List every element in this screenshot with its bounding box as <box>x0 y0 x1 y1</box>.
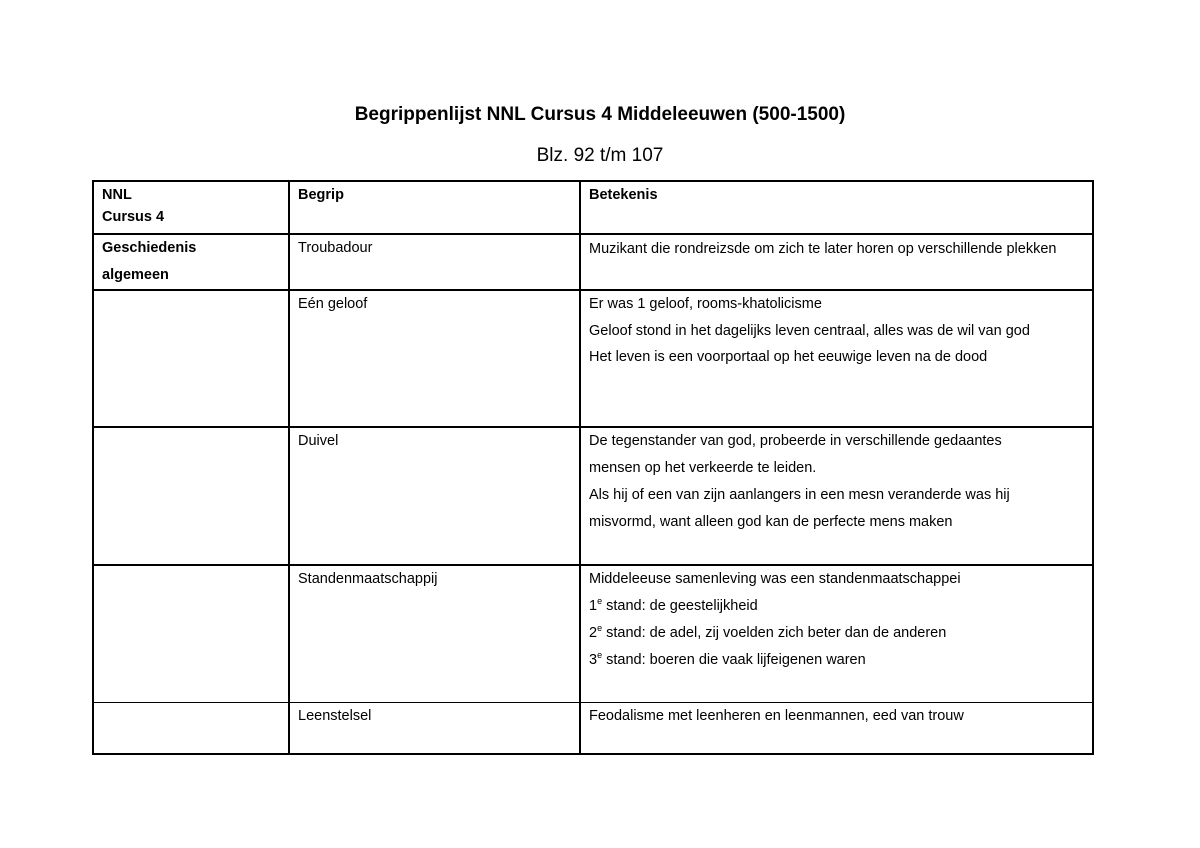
category-cell <box>93 565 289 703</box>
meaning-cell: Feodalisme met leenheren en leenmannen, eed van trouw <box>580 703 1093 755</box>
category-cell <box>93 290 289 427</box>
ordinal-number: 3 <box>589 652 598 668</box>
table-row <box>93 290 1093 427</box>
ordinal-text: stand: de adel, zij voelden zich beter dan de anderen <box>602 625 947 641</box>
meaning-line: Het leven is een voorportaal op het eeuwige leven na de dood <box>589 349 988 365</box>
category-line2: algemeen <box>102 267 169 283</box>
page-subtitle: Blz. 92 t/m 107 <box>536 145 664 166</box>
ordinal-number: 2 <box>589 625 598 641</box>
term-cell: Eén geloof <box>289 290 580 427</box>
ordinal-suffix: e <box>597 596 603 607</box>
term-cell: Duivel <box>289 427 580 565</box>
table-row <box>93 234 1093 290</box>
meaning-line: Geloof stond in het dagelijks leven centraal, alles was de wil van god <box>589 322 1030 339</box>
ordinal-suffix: e <box>597 623 603 634</box>
term-cell: Standenmaatschappij <box>289 565 580 703</box>
category-cell <box>93 703 289 755</box>
table-header-row <box>93 181 1093 234</box>
meaning-line: De tegenstander van god, probeerde in verschillende gedaantes <box>589 433 1002 449</box>
header-course <box>93 181 289 234</box>
category-line1: Geschiedenis <box>102 240 197 256</box>
category-cell <box>93 234 289 290</box>
header-meaning: Betekenis <box>580 181 1093 234</box>
ordinal-text: stand: de geestelijkheid <box>602 598 758 614</box>
meaning-cell <box>580 234 1093 290</box>
meaning-line <box>589 593 1092 620</box>
meaning-line: Als hij of een van zijn aanlangers in een mesn veranderde was hij <box>589 487 1010 503</box>
page-title: Begrippenlijst NNL Cursus 4 Middeleeuwen (500-1500) <box>354 104 846 125</box>
table-row <box>93 565 1093 703</box>
ordinal-text: stand: boeren die vaak lijfeigenen waren <box>602 652 866 668</box>
term-cell: Troubadour <box>289 234 580 290</box>
meaning-line: misvormd, want alleen god kan de perfecte mens maken <box>589 514 953 530</box>
meaning-line: Middeleeuse samenleving was een standenmaatschappei <box>589 571 961 587</box>
meaning-line: mensen op het verkeerde te leiden. <box>589 460 817 476</box>
header-course-line2: Cursus 4 <box>102 209 165 225</box>
meaning-line <box>589 620 1092 647</box>
meaning-line: Er was 1 geloof, rooms-khatolicisme <box>589 296 822 312</box>
category-cell <box>93 427 289 565</box>
meaning-cell <box>580 565 1093 703</box>
ordinal-suffix: e <box>597 650 603 661</box>
header-course-line1: NNL <box>102 187 132 203</box>
table-row <box>93 427 1093 565</box>
term-cell: Leenstelsel <box>289 703 580 755</box>
meaning-text: Muzikant die rondreizsde om zich te later horen op verschillende plekken <box>589 241 1057 257</box>
meaning-cell <box>580 427 1093 565</box>
meaning-line <box>589 647 1092 674</box>
header-term: Begrip <box>289 181 580 234</box>
ordinal-number: 1 <box>589 598 598 614</box>
meaning-cell <box>580 290 1093 427</box>
table-row <box>93 703 1093 755</box>
terms-table <box>92 180 1094 755</box>
